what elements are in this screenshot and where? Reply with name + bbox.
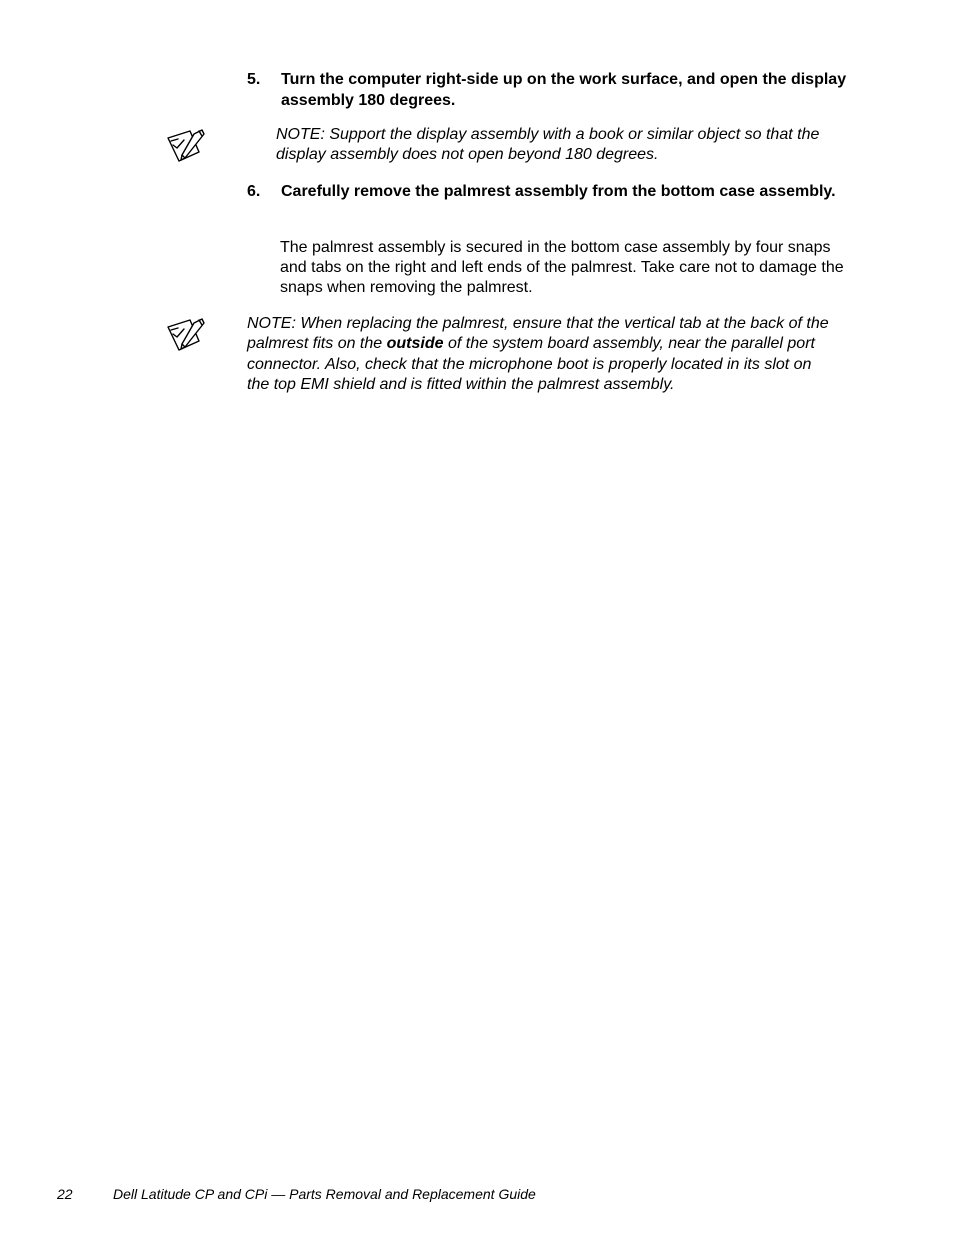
palmrest-paragraph: The palmrest assembly is secured in the bottom case assembly by four snaps and tabs on the right and left ends of the palmrest. Take care not to damage the snaps when removing the palmrest. bbox=[280, 239, 844, 296]
step-5 bbox=[247, 69, 857, 113]
step-6 bbox=[247, 181, 857, 225]
note-pencil-icon bbox=[166, 128, 206, 164]
step-instruction: Carefully remove the palmrest assembly from the bottom case assembly. bbox=[281, 183, 836, 200]
note-emphasis: outside bbox=[386, 335, 444, 353]
note-text: NOTE: When replacing the palmrest, ensure that the vertical tab at the back of the palmrest fits on the bbox=[247, 315, 829, 353]
note-display-support: NOTE: Support the display assembly with a book or similar object so that the display assembly does not open beyond 180 degrees. bbox=[276, 126, 820, 164]
step-instruction: Turn the computer right-side up on the work surface, and open the display assembly 180 degrees. bbox=[281, 71, 847, 109]
note-palmrest-replacement bbox=[247, 314, 837, 395]
step-number: 6. bbox=[247, 183, 261, 200]
note-pencil-icon bbox=[166, 317, 206, 353]
step-number: 5. bbox=[247, 71, 261, 88]
footer-title: Dell Latitude CP and CPi — Parts Removal and Replacement Guide bbox=[113, 1186, 536, 1202]
note-text: of the system board assembly, near the parallel port connector. Also, check that the microphone boot is properly located in its slot on the top EMI shield and is fitted within the palmrest assembly. bbox=[247, 335, 815, 393]
page-number: 22 bbox=[57, 1186, 73, 1202]
